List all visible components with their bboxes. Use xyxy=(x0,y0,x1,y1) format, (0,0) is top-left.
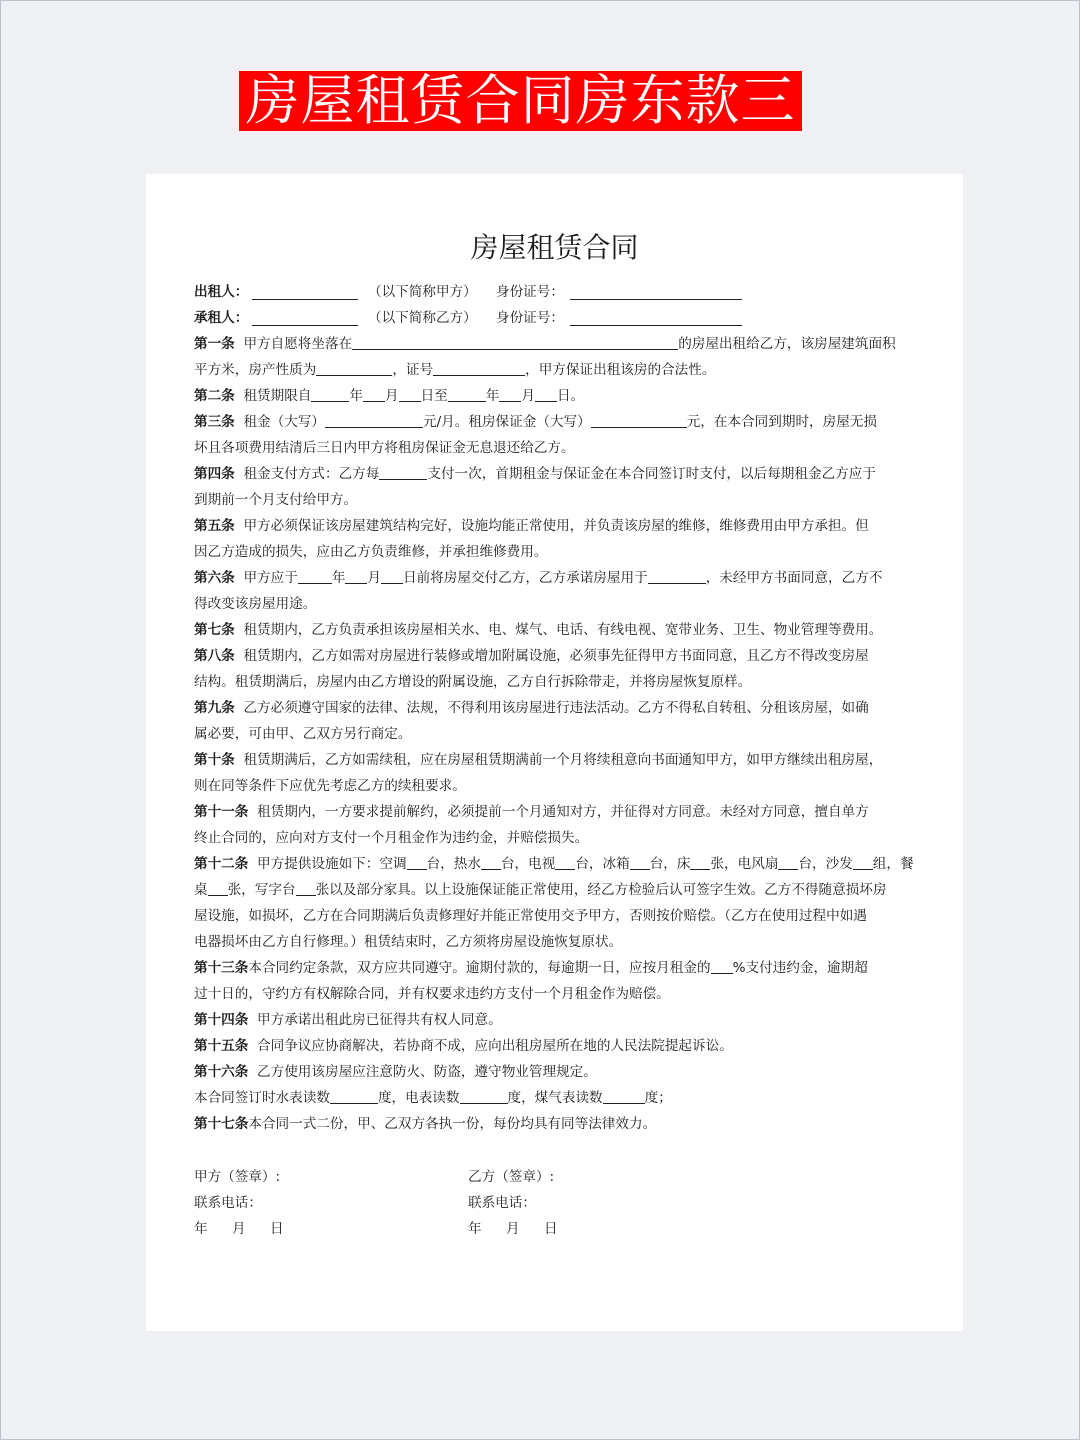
clause-14 xyxy=(194,1007,916,1033)
clause-text: 甲方自愿将坐落在 xyxy=(243,336,353,352)
clause-text: 乙方使用该房屋应注意防火、防盗，遵守物业管理规定。 xyxy=(257,1064,597,1080)
clause-12-line-1 xyxy=(194,851,916,877)
clause-text: 租赁期满后，乙方如需续租，应在房屋租赁期满前一个月将续租意向书面通知甲方，如甲方继续出租房屋， xyxy=(243,752,883,768)
clause-text: ，甲方保证出租该房的合法性。 xyxy=(525,362,716,378)
clause-7 xyxy=(194,617,916,643)
date-year: 年 xyxy=(194,1221,208,1237)
clause-11-line-1 xyxy=(194,799,916,825)
clause-text: 张以及部分家具。以上设施保证能正常使用，经乙方检验后认可签字生效。乙方不得随意损坏房 xyxy=(315,882,887,898)
clause-label: 第六条 xyxy=(194,570,235,586)
lessor-row xyxy=(194,279,916,305)
lessee-id-blank xyxy=(570,310,742,326)
clause-text: 合同争议应协商解决，若协商不成，应向出租房屋所在地的人民法院提起诉讼。 xyxy=(257,1038,733,1054)
clause-text: 年 xyxy=(349,388,363,404)
clause-10-line-1 xyxy=(194,747,916,773)
clause-text: ，未经甲方书面同意，乙方不 xyxy=(705,570,883,586)
clause-text: 台，沙发 xyxy=(798,856,853,872)
blank-line xyxy=(399,386,421,402)
blank-line xyxy=(603,1088,645,1104)
blank-line xyxy=(460,1088,508,1104)
blank-line xyxy=(778,854,798,870)
clause-text: 日。 xyxy=(556,388,585,404)
clause-4-line-1 xyxy=(194,461,916,487)
clause-text: 租赁期内，乙方如需对房屋进行装修或增加附属设施，必须事先征得甲方书面同意，且乙方不得改变房屋 xyxy=(243,648,869,664)
party-b-signature: 乙方（签章）: xyxy=(468,1169,555,1185)
clause-text: 日至 xyxy=(420,388,448,404)
date-year: 年 xyxy=(468,1221,482,1237)
blank-line xyxy=(630,854,650,870)
clause-text: 台，床 xyxy=(649,856,691,872)
clause-1-line-1 xyxy=(194,331,916,357)
blank-line xyxy=(296,880,316,896)
document-page xyxy=(146,174,963,1331)
clause-text: 平方米，房产性质为 xyxy=(194,362,317,378)
blank-line xyxy=(316,360,392,376)
signature-block xyxy=(194,1164,916,1242)
clause-11-line-2: 终止合同的，应向对方支付一个月租金作为违约金，并赔偿损失。 xyxy=(194,830,589,846)
clause-16 xyxy=(194,1059,916,1085)
clause-12-line-3: 屋设施，如损坏，乙方在合同期满后负责修理好并能正常使用交予甲方，否则按价赔偿。（乙方在使用过程中如遇 xyxy=(194,908,867,924)
blank-line xyxy=(345,568,367,584)
lessee-label: 承租人： xyxy=(194,310,249,326)
clause-text: 月 xyxy=(521,388,535,404)
party-a-phone: 联系电话： xyxy=(194,1195,262,1211)
clause-label: 第三条 xyxy=(194,414,235,430)
clause-13-line-2: 过十日的，守约方有权解除合同，并有权要求违约方支付一个月租金作为赔偿。 xyxy=(194,986,670,1002)
lessor-id-blank xyxy=(570,284,742,300)
blank-line xyxy=(481,854,501,870)
clause-17 xyxy=(194,1111,916,1137)
clause-text: 的房屋出租给乙方，该房屋建筑面积 xyxy=(678,336,896,352)
blank-line xyxy=(433,360,525,376)
clause-text: ，证号 xyxy=(392,362,434,378)
clause-text: 组，餐 xyxy=(872,856,914,872)
clause-label: 第一条 xyxy=(194,336,235,352)
clause-8-line-2: 结构。租赁期满后，房屋内由乙方增设的附属设施，乙方自行拆除带走，并将房屋恢复原样。 xyxy=(194,674,752,690)
clause-label: 第七条 xyxy=(194,622,235,638)
blank-line xyxy=(690,854,710,870)
clause-label: 第十五条 xyxy=(194,1038,249,1054)
clause-text: 月 xyxy=(385,388,399,404)
party-a-signature: 甲方（签章）: xyxy=(194,1169,281,1185)
lessee-alias: （以下简称乙方） xyxy=(368,310,477,326)
clause-4-line-2: 到期前一个月支付给甲方。 xyxy=(194,492,358,508)
lessor-id-label: 身份证号： xyxy=(496,284,564,300)
clause-3-line-2: 坏且各项费用结清后三日内甲方将租房保证金无息退还给乙方。 xyxy=(194,440,575,456)
lessee-id-label: 身份证号： xyxy=(496,310,564,326)
date-row xyxy=(194,1216,916,1242)
clause-label: 第十条 xyxy=(194,752,235,768)
blank-line xyxy=(311,386,349,402)
signature-row xyxy=(194,1164,916,1190)
lessor-name-blank xyxy=(252,284,358,300)
clause-label: 第十三条 xyxy=(194,960,249,976)
blank-line xyxy=(711,958,733,974)
banner-title: 房屋租赁合同房东款三 xyxy=(239,71,802,131)
clause-label: 第四条 xyxy=(194,466,235,482)
blank-line xyxy=(591,412,687,428)
clause-text: %支付违约金，逾期超 xyxy=(732,960,868,976)
clause-12-line-4: 电器损坏由乙方自行修理。）租赁结束时，乙方须将房屋设施恢复原状。 xyxy=(194,934,623,950)
blank-line xyxy=(352,334,678,350)
clause-label: 第十七条 xyxy=(194,1116,249,1132)
date-day: 日 xyxy=(270,1221,284,1237)
clause-text: 度，煤气表读数 xyxy=(507,1090,603,1106)
clause-text: 元，在本合同到期时，房屋无损 xyxy=(686,414,878,430)
date-month: 月 xyxy=(506,1221,520,1237)
clause-text: 租金（大写） xyxy=(243,414,325,430)
clause-10-line-2: 则在同等条件下应优先考虑乙方的续租要求。 xyxy=(194,778,466,794)
clause-label: 第十一条 xyxy=(194,804,249,820)
blank-line xyxy=(379,464,427,480)
clause-12-line-2 xyxy=(194,877,916,903)
blank-line xyxy=(381,568,403,584)
clause-label: 第十二条 xyxy=(194,856,249,872)
contract-body xyxy=(194,279,916,1137)
clause-text: 支付一次，首期租金与保证金在本合同签订时支付，以后每期租金乙方应于 xyxy=(427,466,876,482)
clause-text: 租金支付方式：乙方每 xyxy=(243,466,380,482)
clause-2 xyxy=(194,383,916,409)
clause-text: 日前将房屋交付乙方，乙方承诺房屋用于 xyxy=(403,570,648,586)
clause-5-line-2: 因乙方造成的损失，应由乙方负责维修，并承担维修费用。 xyxy=(194,544,548,560)
clause-13-line-1 xyxy=(194,955,916,981)
clause-6-line-2: 得改变该房屋用途。 xyxy=(194,596,317,612)
clause-text: 本合同一式二份，甲、乙双方各执一份，每份均具有同等法律效力。 xyxy=(248,1116,657,1132)
clause-text: 本合同约定条款，双方应共同遵守。逾期付款的，每逾期一日，应按月租金的 xyxy=(248,960,711,976)
blank-line xyxy=(208,880,228,896)
blank-line xyxy=(535,386,557,402)
clause-text: 年 xyxy=(331,570,346,586)
clause-text: 度，电表读数 xyxy=(377,1090,460,1106)
clause-label: 第八条 xyxy=(194,648,235,664)
blank-line xyxy=(499,386,521,402)
clause-text: 甲方提供设施如下：空调 xyxy=(257,856,407,872)
blank-line xyxy=(448,386,486,402)
blank-line xyxy=(298,568,332,584)
party-b-date xyxy=(468,1216,582,1242)
lessee-name-blank xyxy=(252,310,358,326)
phone-row xyxy=(194,1190,916,1216)
lessor-alias: （以下简称甲方） xyxy=(368,284,477,300)
clause-9-line-2: 属必要，可由甲、乙双方另行商定。 xyxy=(194,726,412,742)
clause-label: 第二条 xyxy=(194,388,235,404)
clause-text: 度； xyxy=(644,1090,672,1106)
blank-line xyxy=(853,854,873,870)
clause-text: 年 xyxy=(485,388,500,404)
clause-text: 月 xyxy=(367,570,381,586)
clause-6-line-1 xyxy=(194,565,916,591)
clause-text: 租赁期内，一方要求提前解约，必须提前一个月通知对方，并征得对方同意。未经对方同意，擅自单方 xyxy=(257,804,869,820)
clause-label: 第五条 xyxy=(194,518,235,534)
lessor-label: 出租人： xyxy=(194,284,249,300)
blank-line xyxy=(648,568,706,584)
party-a-date xyxy=(194,1216,468,1242)
clause-text: 台，冰箱 xyxy=(575,856,630,872)
clause-label: 第九条 xyxy=(194,700,235,716)
blank-line xyxy=(330,1088,378,1104)
clause-3-line-1 xyxy=(194,409,916,435)
date-month: 月 xyxy=(232,1221,246,1237)
clause-text: 甲方承诺出租此房已征得共有权人同意。 xyxy=(257,1012,502,1028)
clause-text: 台，热水 xyxy=(426,856,481,872)
clause-text: 甲方应于 xyxy=(243,570,298,586)
blank-line xyxy=(555,854,575,870)
lessee-row xyxy=(194,305,916,331)
party-b-phone: 联系电话： xyxy=(468,1195,536,1211)
clause-5-line-1 xyxy=(194,513,916,539)
blank-line xyxy=(325,412,423,428)
clause-1-line-2 xyxy=(194,357,916,383)
clause-label: 第十四条 xyxy=(194,1012,249,1028)
clause-9-line-1 xyxy=(194,695,916,721)
meter-readings xyxy=(194,1085,916,1111)
clause-text: 租赁期内，乙方负责承担该房屋相关水、电、煤气、电话、有线电视、宽带业务、卫生、物业管理等费用。 xyxy=(243,622,883,638)
blank-line xyxy=(363,386,385,402)
clause-text: 甲方必须保证该房屋建筑结构完好，设施均能正常使用，并负责该房屋的维修，维修费用由甲方承担。但 xyxy=(243,518,869,534)
clause-text: 元/月。租房保证金（大写） xyxy=(423,414,591,430)
clause-text: 台，电视 xyxy=(500,856,556,872)
clause-text: 桌 xyxy=(194,882,208,898)
clause-text: 本合同签订时水表读数 xyxy=(194,1090,330,1106)
document-title: 房屋租赁合同 xyxy=(470,231,639,264)
clause-text: 张，写字台 xyxy=(227,882,296,898)
clause-label: 第十六条 xyxy=(194,1064,249,1080)
date-day: 日 xyxy=(544,1221,558,1237)
clause-text: 张，电风扇 xyxy=(710,856,779,872)
clause-text: 租赁期限自 xyxy=(243,388,312,404)
clause-text: 乙方必须遵守国家的法律、法规，不得利用该房屋进行违法活动。乙方不得私自转租、分租该房屋，如确 xyxy=(243,700,869,716)
clause-8-line-1 xyxy=(194,643,916,669)
clause-15 xyxy=(194,1033,916,1059)
blank-line xyxy=(407,854,427,870)
